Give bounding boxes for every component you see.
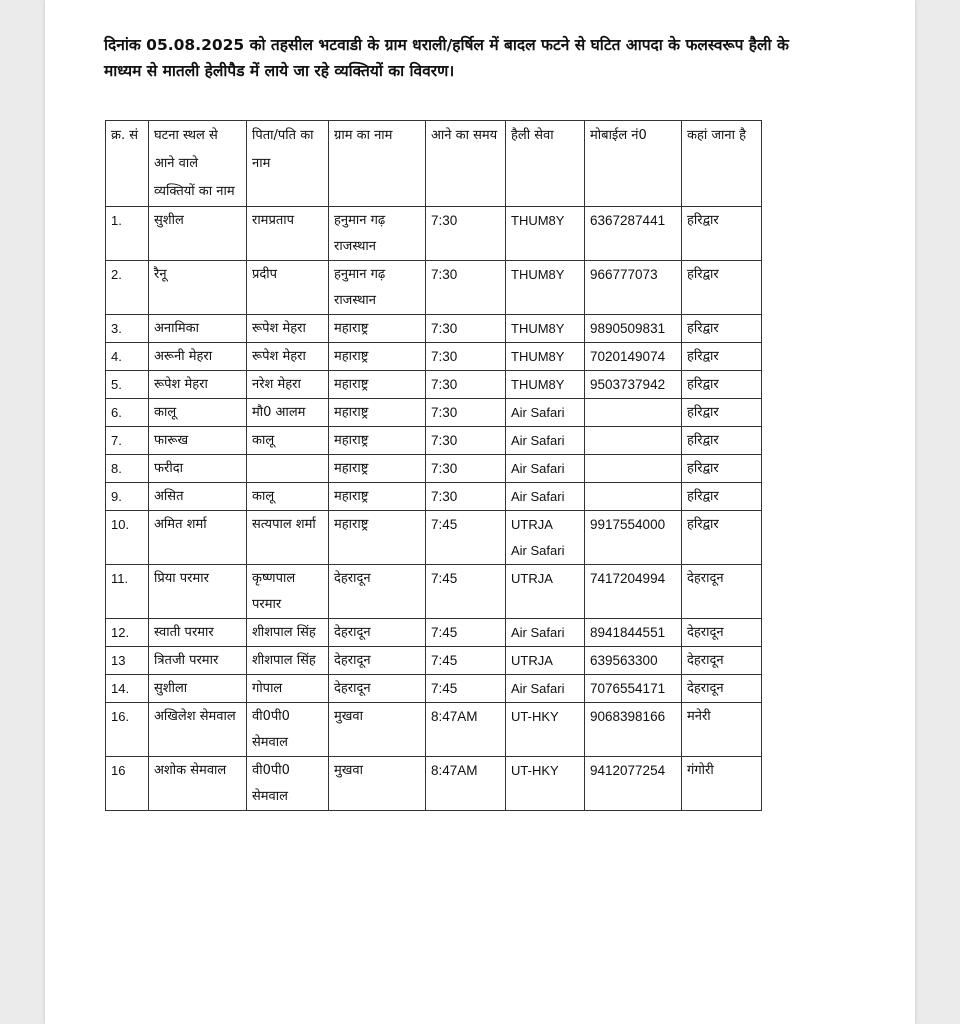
row-father-name: रामप्रताप (247, 207, 329, 261)
row-arrival-time: 7:30 (426, 343, 506, 371)
row-village: महाराष्ट्र (329, 315, 426, 343)
heli-service-line: UTRJA (511, 517, 553, 532)
row-name: फरीदा (149, 455, 247, 483)
row-heli-service: Air Safari (506, 427, 585, 455)
row-serial: 16. (106, 703, 149, 757)
row-serial: 3. (106, 315, 149, 343)
row-name: असित (149, 483, 247, 511)
row-destination: हरिद्वार (682, 261, 762, 315)
row-arrival-time: 7:30 (426, 315, 506, 343)
row-heli-service: Air Safari (506, 399, 585, 427)
row-father-name (247, 455, 329, 483)
row-destination: हरिद्वार (682, 371, 762, 399)
row-name: स्वाती परमार (149, 619, 247, 647)
row-name: त्रितजी परमार (149, 647, 247, 675)
row-mobile (585, 483, 682, 511)
row-mobile: 8941844551 (585, 619, 682, 647)
row-name: अखिलेश सेमवाल (149, 703, 247, 757)
row-father-name: शीशपाल सिंह (247, 647, 329, 675)
row-heli-service: UTRJA (506, 565, 585, 619)
row-village: मुखवा (329, 757, 426, 811)
row-name: कालू (149, 399, 247, 427)
row-arrival-time: 7:45 (426, 565, 506, 619)
row-destination: हरिद्वार (682, 207, 762, 261)
table-header-row (106, 121, 762, 207)
row-name: अनामिका (149, 315, 247, 343)
row-father-name: गोपाल (247, 675, 329, 703)
row-destination: मनेरी (682, 703, 762, 757)
row-mobile: 9068398166 (585, 703, 682, 757)
row-heli-service: Air Safari (506, 483, 585, 511)
row-name: सुशील (149, 207, 247, 261)
row-serial: 12. (106, 619, 149, 647)
row-village: महाराष्ट्र (329, 455, 426, 483)
row-father-name: कृष्णपाल परमार (247, 565, 329, 619)
row-destination: देहरादून (682, 565, 762, 619)
row-mobile (585, 399, 682, 427)
row-destination: देहरादून (682, 647, 762, 675)
row-serial: 11. (106, 565, 149, 619)
row-name: सुशीला (149, 675, 247, 703)
row-serial: 16 (106, 757, 149, 811)
table-row (106, 399, 762, 427)
row-village: महाराष्ट्र (329, 399, 426, 427)
row-heli-service: THUM8Y (506, 261, 585, 315)
row-mobile: 9412077254 (585, 757, 682, 811)
row-name: प्रिया परमार (149, 565, 247, 619)
row-heli-service (506, 511, 585, 565)
row-village: देहरादून (329, 619, 426, 647)
table-row (106, 511, 762, 565)
row-serial: 2. (106, 261, 149, 315)
row-father-name: शीशपाल सिंह (247, 619, 329, 647)
table-row (106, 483, 762, 511)
row-arrival-time: 7:30 (426, 427, 506, 455)
row-destination: देहरादून (682, 619, 762, 647)
row-destination: हरिद्वार (682, 315, 762, 343)
row-village: हनुमान गढ़ राजस्थान (329, 207, 426, 261)
row-mobile: 9890509831 (585, 315, 682, 343)
document-heading: दिनांक 05.08.2025 को तहसील भटवाडी के ग्राम धराली/हर्षिल में बादल फटने से घटित आपदा के फलस्वरूप हैली के माध्यम से मातली हेलीपैड में लाये जा रहे व्यक्तियों का विवरण। (104, 36, 789, 80)
row-village: महाराष्ट्र (329, 343, 426, 371)
row-arrival-time: 8:47AM (426, 703, 506, 757)
row-village: मुखवा (329, 703, 426, 757)
row-arrival-time: 7:45 (426, 647, 506, 675)
row-name: अशोक सेमवाल (149, 757, 247, 811)
row-village: देहरादून (329, 675, 426, 703)
table-row (106, 315, 762, 343)
table-row (106, 455, 762, 483)
table-row (106, 619, 762, 647)
table-body (106, 207, 762, 811)
row-serial: 5. (106, 371, 149, 399)
header-village: ग्राम का नाम (329, 121, 426, 207)
header-name: घटना स्थल से आने वाले व्यक्तियों का नाम (149, 121, 247, 207)
row-serial: 7. (106, 427, 149, 455)
row-father-name: कालू (247, 427, 329, 455)
row-destination: हरिद्वार (682, 343, 762, 371)
row-destination: देहरादून (682, 675, 762, 703)
row-serial: 9. (106, 483, 149, 511)
row-heli-service: UTRJA (506, 647, 585, 675)
row-father-name: रूपेश मेहरा (247, 343, 329, 371)
table-row (106, 757, 762, 811)
header-mobile: मोबाईल नं0 (585, 121, 682, 207)
row-heli-service: Air Safari (506, 675, 585, 703)
row-heli-service: Air Safari (506, 455, 585, 483)
header-heli-service: हैली सेवा (506, 121, 585, 207)
row-destination: गंगोरी (682, 757, 762, 811)
heli-service-line: Air Safari (511, 543, 565, 558)
row-father-name: वी0पी0 सेमवाल (247, 703, 329, 757)
row-arrival-time: 7:30 (426, 399, 506, 427)
row-mobile: 6367287441 (585, 207, 682, 261)
row-heli-service: THUM8Y (506, 315, 585, 343)
row-arrival-time: 7:45 (426, 675, 506, 703)
row-mobile: 9917554000 (585, 511, 682, 565)
row-arrival-time: 8:47AM (426, 757, 506, 811)
row-village: महाराष्ट्र (329, 511, 426, 565)
row-name: फारूख (149, 427, 247, 455)
row-mobile: 639563300 (585, 647, 682, 675)
row-arrival-time: 7:45 (426, 619, 506, 647)
row-father-name: नरेश मेहरा (247, 371, 329, 399)
row-heli-service: UT-HKY (506, 757, 585, 811)
table-row (106, 647, 762, 675)
row-arrival-time: 7:30 (426, 371, 506, 399)
table-row (106, 343, 762, 371)
row-father-name: कालू (247, 483, 329, 511)
row-mobile: 966777073 (585, 261, 682, 315)
row-name: रैनू (149, 261, 247, 315)
row-heli-service: UT-HKY (506, 703, 585, 757)
row-heli-service: THUM8Y (506, 371, 585, 399)
row-father-name: रूपेश मेहरा (247, 315, 329, 343)
row-father-name: प्रदीप (247, 261, 329, 315)
row-serial: 1. (106, 207, 149, 261)
header-serial: क्र. सं (106, 121, 149, 207)
table-row (106, 261, 762, 315)
row-mobile: 7076554171 (585, 675, 682, 703)
row-heli-service: THUM8Y (506, 207, 585, 261)
row-serial: 14. (106, 675, 149, 703)
row-mobile: 7417204994 (585, 565, 682, 619)
row-village: हनुमान गढ़ राजस्थान (329, 261, 426, 315)
table-row (106, 675, 762, 703)
header-destination: कहां जाना है (682, 121, 762, 207)
row-destination: हरिद्वार (682, 455, 762, 483)
row-name: रूपेश मेहरा (149, 371, 247, 399)
row-arrival-time: 7:30 (426, 261, 506, 315)
evacuee-table (105, 120, 762, 811)
row-destination: हरिद्वार (682, 399, 762, 427)
header-arrival-time: आने का समय (426, 121, 506, 207)
row-father-name: सत्यपाल शर्मा (247, 511, 329, 565)
row-mobile (585, 427, 682, 455)
row-village: महाराष्ट्र (329, 483, 426, 511)
row-serial: 8. (106, 455, 149, 483)
table-row (106, 703, 762, 757)
row-destination: हरिद्वार (682, 511, 762, 565)
row-father-name: मौ0 आलम (247, 399, 329, 427)
header-father-name: पिता/पति का नाम (247, 121, 329, 207)
row-serial: 4. (106, 343, 149, 371)
row-mobile: 9503737942 (585, 371, 682, 399)
table-row (106, 207, 762, 261)
row-serial: 10. (106, 511, 149, 565)
table-row (106, 427, 762, 455)
row-name: अरूनी मेहरा (149, 343, 247, 371)
row-name: अमित शर्मा (149, 511, 247, 565)
table-row (106, 565, 762, 619)
row-arrival-time: 7:30 (426, 483, 506, 511)
row-village: महाराष्ट्र (329, 371, 426, 399)
row-village: देहरादून (329, 647, 426, 675)
row-mobile (585, 455, 682, 483)
row-arrival-time: 7:45 (426, 511, 506, 565)
table-row (106, 371, 762, 399)
row-village: देहरादून (329, 565, 426, 619)
row-serial: 6. (106, 399, 149, 427)
row-heli-service: THUM8Y (506, 343, 585, 371)
row-destination: हरिद्वार (682, 427, 762, 455)
row-arrival-time: 7:30 (426, 455, 506, 483)
row-mobile: 7020149074 (585, 343, 682, 371)
row-destination: हरिद्वार (682, 483, 762, 511)
row-arrival-time: 7:30 (426, 207, 506, 261)
row-village: महाराष्ट्र (329, 427, 426, 455)
row-serial: 13 (106, 647, 149, 675)
row-heli-service: Air Safari (506, 619, 585, 647)
row-father-name: वी0पी0 सेमवाल (247, 757, 329, 811)
